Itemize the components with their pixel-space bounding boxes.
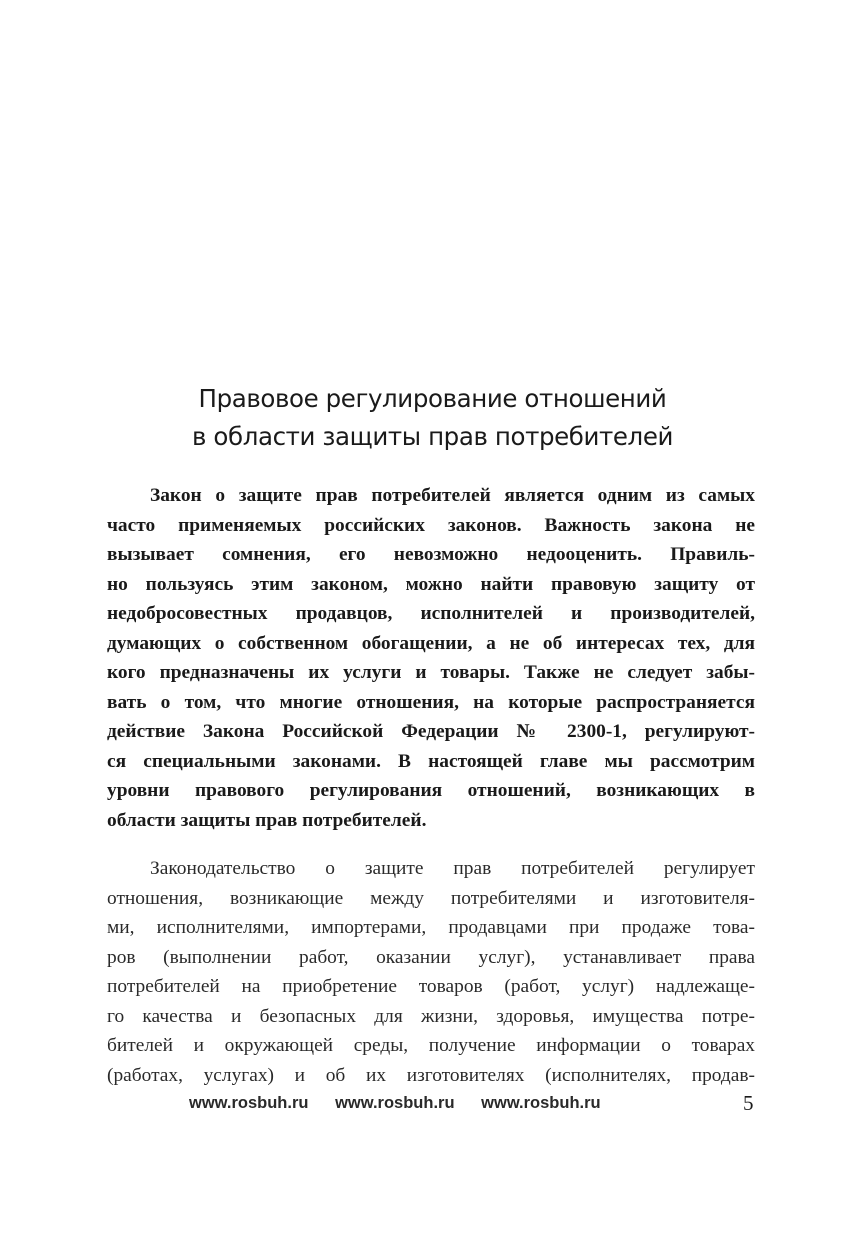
chapter-title (100, 380, 765, 456)
intro-line: действие Закона Российской Федерации № 2300-1, регулируют- (107, 721, 755, 742)
page-footer (0, 1091, 857, 1118)
intro-line: вать о том, что многие отношения, на которые распространяется (107, 691, 755, 713)
main-line: отношения, возникающие между потребителями и изготовителя- (107, 887, 755, 909)
footer-link[interactable]: www.rosbuh.ru (481, 1094, 601, 1112)
main-line: го качества и безопасных для жизни, здоровья, имущества потре- (107, 1005, 755, 1027)
chapter-title-line-2: в области защиты прав потребителей (191, 422, 674, 451)
page-number: 5 (743, 1091, 754, 1115)
footer-link[interactable]: www.rosbuh.ru (335, 1094, 455, 1112)
main-line: бителей и окружающей среды, получение информации о товарах (107, 1035, 755, 1056)
chapter-title-line-1: Правовое регулирование отношений (198, 384, 667, 413)
footer-link[interactable]: www.rosbuh.ru (189, 1094, 309, 1112)
intro-paragraph (107, 481, 755, 835)
main-paragraph (107, 854, 755, 1090)
intro-line: уровни правового регулирования отношений, возникающих в (107, 780, 755, 801)
intro-line: думающих о собственном обогащении, а не об интересах тех, для (107, 632, 755, 654)
intro-line: области защиты прав потребителей. (107, 809, 427, 831)
main-line: (работах, услугах) и об их изготовителях (исполнителях, продав- (107, 1064, 755, 1086)
main-line: ров (выполнении работ, оказании услуг), устанавливает права (107, 946, 755, 968)
intro-line: недобросовестных продавцов, исполнителей и производителей, (107, 603, 755, 624)
intro-line: но пользуясь этим законом, можно найти правовую защиту от (107, 573, 755, 595)
intro-line: вызывает сомнения, его невозможно недооценить. Правиль- (107, 544, 755, 565)
intro-line: кого предназначены их услуги и товары. Также не следует забы- (107, 662, 755, 683)
intro-line: часто применяемых российских законов. Важность закона не (107, 514, 755, 536)
intro-line: Закон о защите прав потребителей является одним из самых (150, 485, 755, 506)
main-line: потребителей на приобретение товаров (работ, услуг) надлежаще- (107, 976, 755, 997)
footer-links (189, 1094, 623, 1113)
main-line: Законодательство о защите прав потребителей регулирует (150, 858, 755, 879)
intro-line: ся специальными законами. В настоящей главе мы рассмотрим (107, 750, 755, 772)
main-line: ми, исполнителями, импортерами, продавцами при продаже това- (107, 917, 755, 938)
